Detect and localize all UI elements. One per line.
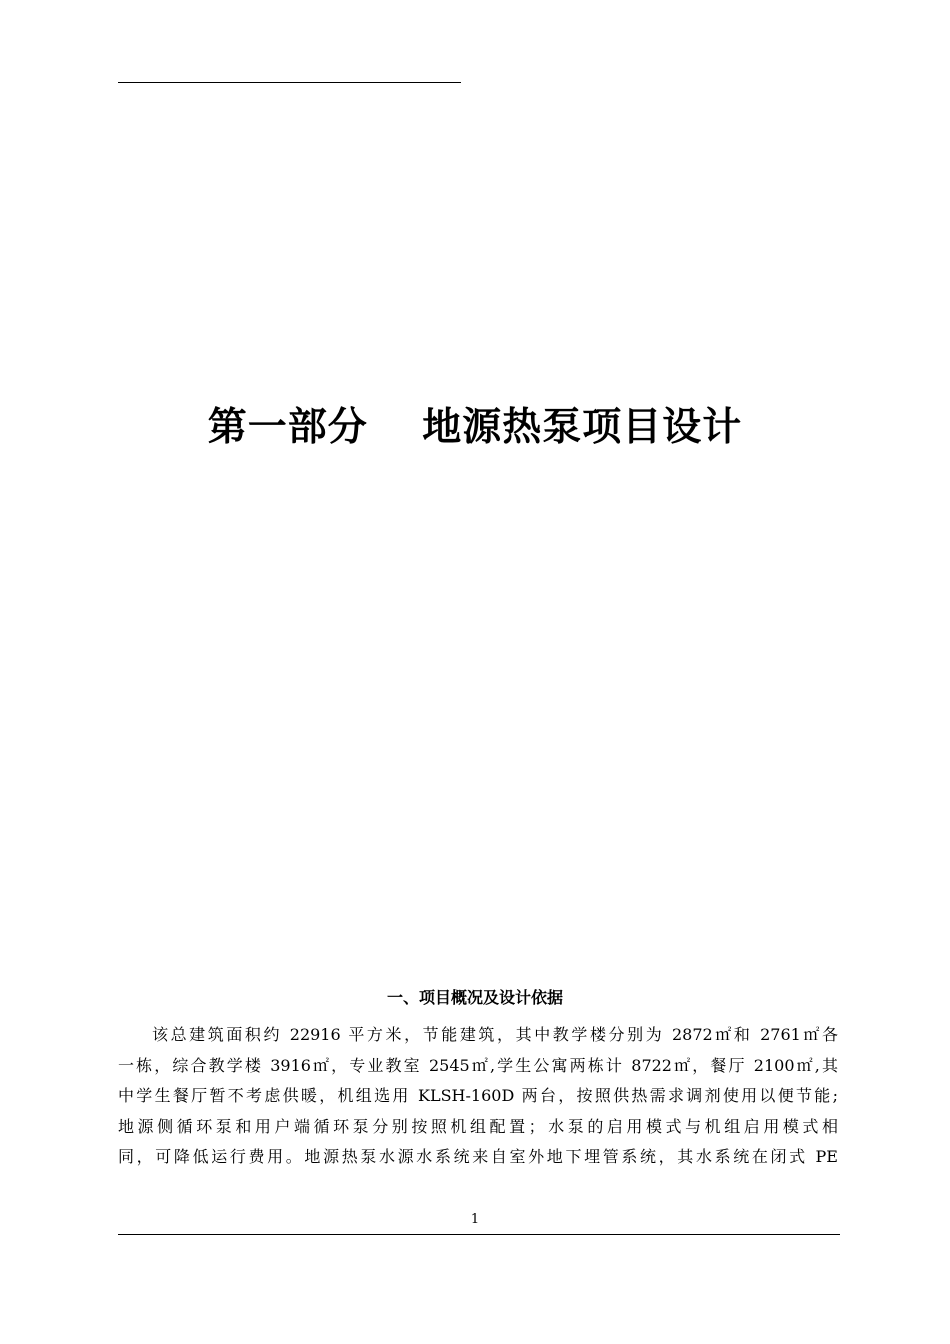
page-number: 1 — [470, 1212, 480, 1227]
section-heading: 一、项目概况及设计依据 — [386, 988, 563, 1007]
paragraph-line: 中学生餐厅暂不考虑供暖，机组选用 KLSH-160D 两台，按照供热需求调剂使用以便节能; — [118, 1086, 838, 1105]
paragraph-line: 一栋，综合教学楼 3916㎡，专业教室 2545㎡,学生公寓两栋计 8722㎡，餐厅 2100㎡,其 — [118, 1055, 838, 1075]
header-rule — [118, 82, 461, 83]
part-title: 第一部分 地源热泵项目设计 — [207, 405, 743, 450]
body-paragraph — [118, 1020, 838, 1173]
paragraph-line: 同，可降低运行费用。地源热泵水源水系统来自室外地下埋管系统，其水系统在闭式 PE — [118, 1147, 838, 1166]
paragraph-line: 地源侧循环泵和用户端循环泵分别按照机组配置；水泵的启用模式与机组启用模式相 — [118, 1116, 838, 1136]
footer-rule — [118, 1234, 840, 1235]
paragraph-line: 该总建筑面积约 22916 平方米，节能建筑，其中教学楼分别为 2872㎡和 2761㎡各 — [152, 1025, 838, 1044]
